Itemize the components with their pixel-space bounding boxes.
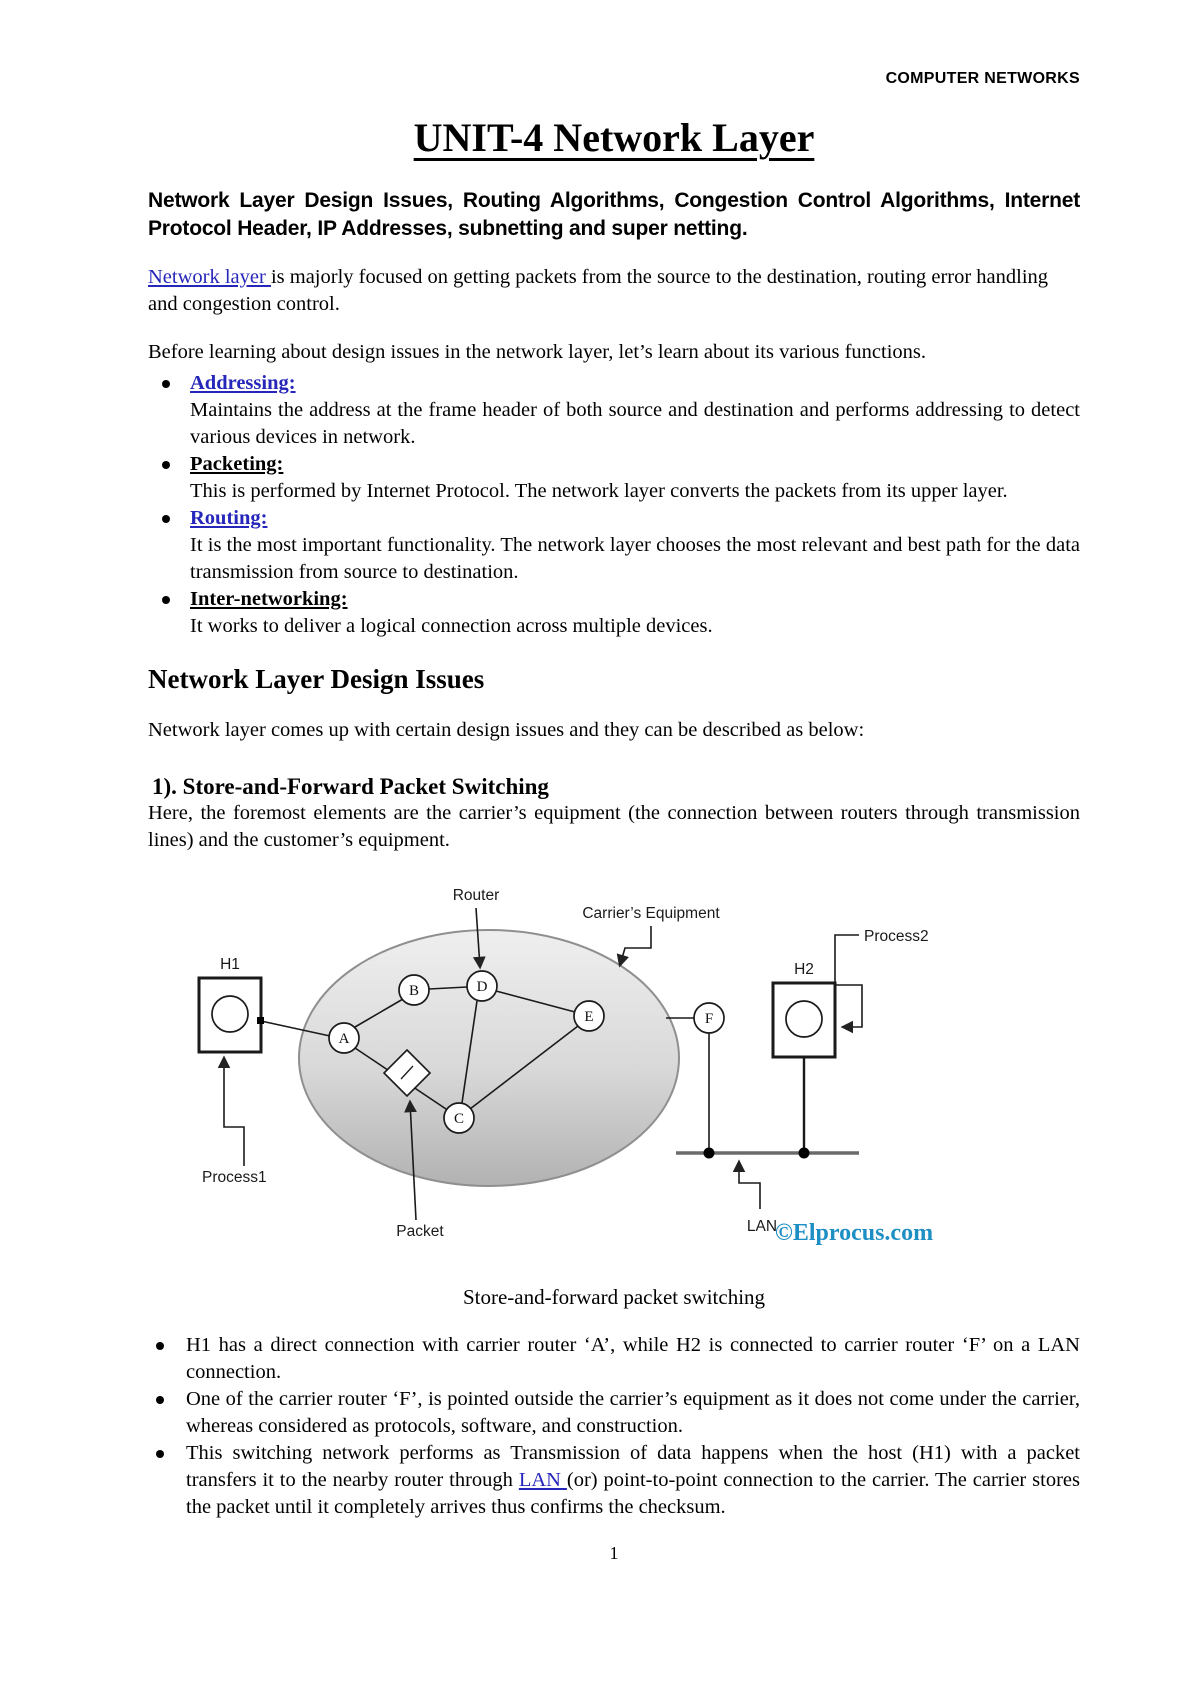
- note-text: This switching network performs as Transmission of data happens when the host (H1) with a packet transfers it to the nearby router through: [186, 1441, 1080, 1491]
- process2-arrow: [835, 935, 862, 1027]
- lan-arrow: [739, 1162, 760, 1209]
- routing-link[interactable]: Routing:: [190, 506, 268, 529]
- carriers-equipment-arrow: [620, 926, 651, 965]
- packeting-label: Packeting:: [190, 452, 284, 475]
- list-item-addressing: [160, 370, 1080, 451]
- process1-arrow: [224, 1058, 244, 1166]
- note-item-router-f: [154, 1386, 1080, 1440]
- process1-label: Process1: [202, 1168, 267, 1186]
- page-title: UNIT-4 Network Layer: [413, 115, 815, 160]
- network-layer-paragraph-text: is majorly focused on getting packets from the source to the destination, routing error handling and congestion control.: [148, 266, 1049, 315]
- note-item-switching-network: [154, 1440, 1080, 1521]
- page-number: 1: [609, 1542, 619, 1563]
- list-item-routing: [160, 505, 1080, 586]
- lan-link[interactable]: LAN: [518, 1468, 567, 1491]
- routing-description: It is the most important functionality. The network layer chooses the most relevant and best path for the data transmission from source to destination.: [190, 533, 1080, 583]
- addressing-description: Maintains the address at the frame header of both source and destination and performs addressing to detect various devices in network.: [190, 398, 1080, 448]
- node-label-a: A: [338, 1030, 350, 1047]
- packet-label: Packet: [396, 1222, 444, 1240]
- router-callout-label: Router: [452, 886, 500, 904]
- carriers-equipment-label: Carrier’s Equipment: [582, 904, 720, 922]
- packeting-description: This is performed by Internet Protocol. The network layer converts the packets from its upper layer.: [190, 479, 1008, 502]
- before-learning-paragraph: Before learning about design issues in the network layer, let’s learn about its various functions.: [148, 340, 926, 363]
- addressing-link[interactable]: Addressing:: [190, 371, 296, 394]
- figure-caption: Store-and-forward packet switching: [462, 1284, 766, 1309]
- h1-link-connector: [257, 1017, 264, 1024]
- note-text: One of the carrier router ‘F’, is pointed outside the carrier’s equipment as it does not come under the carrier, whereas considered as protocols, software, and construction.: [186, 1387, 1080, 1437]
- watermark: ©Elprocus.com: [774, 1219, 934, 1246]
- network-layer-paragraph: [148, 264, 1080, 318]
- syllabus-paragraph: Network Layer Design Issues, Routing Algorithms, Congestion Control Algorithms, Internet Protocol Header, IP Addresses, subnetting and super netting.: [148, 189, 1080, 240]
- figure: [164, 868, 954, 1273]
- node-label-c: C: [453, 1110, 465, 1127]
- h1-label: H1: [220, 955, 240, 973]
- list-item-inter-networking: [160, 586, 1080, 640]
- section-heading: Network Layer Design Issues: [148, 663, 485, 694]
- section-intro-paragraph: Network layer comes up with certain design issues and they can be described as below:: [148, 718, 865, 741]
- note-item-h1-connection: [154, 1332, 1080, 1386]
- functions-list: [148, 370, 1080, 640]
- node-label-d: D: [476, 978, 488, 995]
- network-layer-link[interactable]: Network layer: [148, 266, 271, 288]
- notes-list: [148, 1332, 1080, 1521]
- note-text: (or) point-to-point connection to the carrier. The carrier stores the packet until it completely arrives thus confirms the checksum.: [186, 1468, 1080, 1518]
- network-diagram: [164, 868, 954, 1268]
- running-header: COMPUTER NETWORKS: [885, 70, 1080, 87]
- subsection-paragraph: Here, the foremost elements are the carrier’s equipment (the connection between routers through transmission lines) and the customer’s equipment.: [148, 801, 1080, 851]
- subsection-heading: 1). Store-and-Forward Packet Switching: [152, 773, 549, 799]
- h2-label: H2: [794, 960, 814, 978]
- node-label-e: E: [584, 1008, 594, 1025]
- lan-tap-h2: [799, 1147, 810, 1158]
- node-label-b: B: [408, 982, 420, 999]
- lan-tap-f: [704, 1147, 715, 1158]
- inter-networking-description: It works to deliver a logical connection across multiple devices.: [190, 614, 713, 637]
- list-item-packeting: [160, 451, 1080, 505]
- note-text: H1 has a direct connection with carrier router ‘A’, while H2 is connected to carrier router ‘F’ on a LAN connection.: [186, 1333, 1080, 1383]
- host-h2-process-circle: [786, 1001, 822, 1037]
- node-label-f: F: [704, 1010, 714, 1027]
- inter-networking-label: Inter-networking:: [190, 587, 348, 610]
- lan-label: LAN: [746, 1217, 778, 1235]
- host-h1-process-circle: [212, 996, 248, 1032]
- process2-label: Process2: [864, 927, 929, 945]
- carrier-cloud: [299, 930, 679, 1186]
